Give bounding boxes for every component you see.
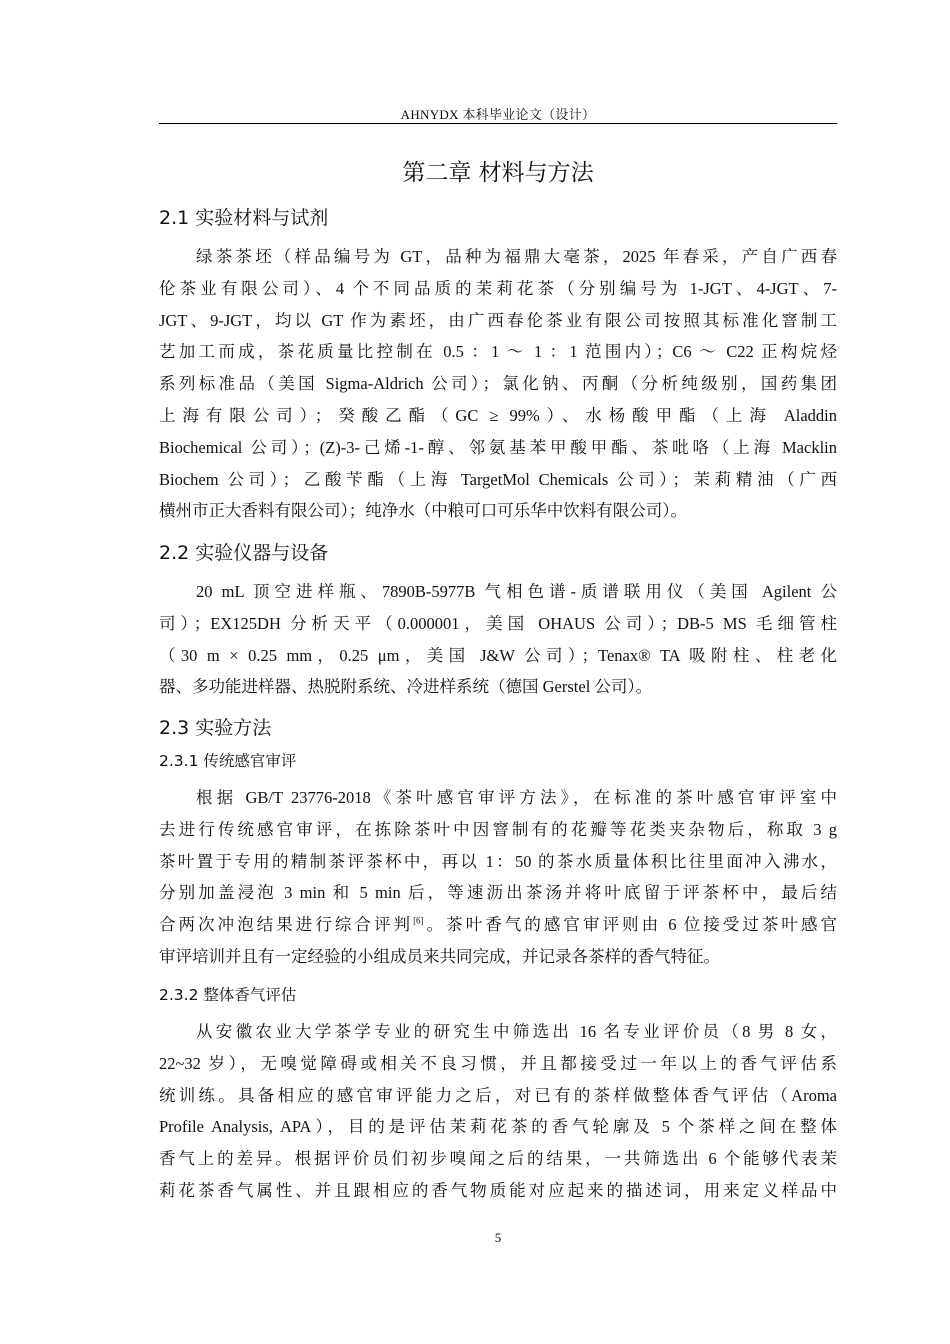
paragraph-line: 分别加盖浸泡 3 min 和 5 min 后，等速沥出茶汤并将叶底留于评茶杯中，最后结 <box>159 883 837 903</box>
paragraph-line: Profile Analysis, APA），目的是评估茉莉花茶的香气轮廓及 5 个茶样之间在整体 <box>159 1117 837 1137</box>
paragraph-line: 司）；EX125DH 分析天平（0.000001，美国 OHAUS 公司）；DB-5 MS 毛细管柱 <box>159 613 837 633</box>
paragraph-line: 横州市正大香料有限公司）；纯净水（中粮可口可乐华中饮料有限公司）。 <box>159 501 687 521</box>
subsection-heading-2-3-2: 2.3.2 整体香气评估 <box>159 986 297 1004</box>
paragraph-line: 20 mL 顶空进样瓶、7890B-5977B 气相色谱-质谱联用仪（美国 Agilent 公 <box>196 582 837 601</box>
paragraph-line: 绿茶茶坯（样品编号为 GT，品种为福鼎大毫茶，2025 年春采，产自广西春 <box>196 247 837 266</box>
chapter-title: 第二章 材料与方法 <box>402 160 594 186</box>
paragraph-instruments <box>159 576 837 703</box>
page-number: 5 <box>494 1230 502 1245</box>
paragraph-line: 去进行传统感官审评，在拣除茶叶中因窨制有的花瓣等花类夹杂物后，称取 3 g <box>159 819 837 839</box>
paragraph-line: 茶叶置于专用的精制茶评茶杯中，再以 1：50 的茶水质量体积比往里面冲入沸水， <box>159 851 837 871</box>
section-heading-2-1: 2.1 实验材料与试剂 <box>159 207 329 229</box>
paragraph-line: 上海有限公司）；癸酸乙酯（GC ≥ 99%）、水杨酸甲酯（上海 Aladdin <box>159 405 837 425</box>
paragraph-aroma-profile <box>159 1016 837 1207</box>
paragraph-line: JGT、9-JGT，均以 GT 作为素坯，由广西春伦茶业有限公司按照其标准化窨制工 <box>159 310 837 330</box>
line-text: 。茶叶香气的感官审评则由 6 位接受过茶叶感官 <box>423 915 838 935</box>
subsection-heading-2-3-1: 2.3.1 传统感官审评 <box>159 752 297 770</box>
paragraph-line: Biochem 公司）；乙酸苄酯（上海 TargetMol Chemicals 公司）；茉莉精油（广西 <box>159 469 837 489</box>
line-text: 合两次冲泡结果进行综合评判 <box>159 915 414 935</box>
paragraph-line-with-citation <box>159 909 837 941</box>
paragraph-line: 根据 GB/T 23776-2018《茶叶感官审评方法》，在标准的茶叶感官审评室中 <box>196 788 837 807</box>
paragraph-line: 香气上的差异。根据评价员们初步嗅闻之后的结果，一共筛选出 6 个能够代表茉 <box>159 1149 837 1169</box>
header-rule <box>159 123 837 124</box>
paragraph-line: 22~32 岁），无嗅觉障碍或相关不良习惯，并且都接受过一年以上的香气评估系 <box>159 1053 837 1073</box>
paragraph-line: （30 m × 0.25 mm，0.25 μm，美国 J&W 公司）；Tenax® TA 吸附柱、柱老化 <box>159 645 837 665</box>
section-heading-2-2: 2.2 实验仪器与设备 <box>159 542 329 564</box>
paragraph-line: 系列标准品（美国 Sigma-Aldrich 公司）；氯化钠、丙酮（分析纯级别，国药集团 <box>159 374 837 394</box>
paragraph-line: 器、多功能进样器、热脱附系统、冷进样系统（德国 Gerstel 公司）。 <box>159 677 653 697</box>
paragraph-line: 从安徽农业大学茶学专业的研究生中筛选出 16 名专业评价员（8 男 8 女， <box>196 1022 837 1041</box>
paragraph-line: 统训练。具备相应的感官审评能力之后，对已有的茶样做整体香气评估（Aroma <box>159 1085 837 1105</box>
paragraph-line: 莉花茶香气属性、并且跟相应的香气物质能对应起来的描述词，用来定义样品中 <box>159 1180 837 1200</box>
citation-marker: [6] <box>413 915 424 926</box>
paragraph-sensory-evaluation <box>159 782 837 973</box>
paragraph-line: 审评培训并且有一定经验的小组成员来共同完成，并记录各茶样的香气特征。 <box>159 946 720 966</box>
paragraph-materials <box>159 241 837 527</box>
paragraph-line: 艺加工而成，茶花质量比控制在 0.5 ：1 ～ 1 ：1 范围内）；C6 ～ C22 正构烷烃 <box>159 342 837 362</box>
running-header: AHNYDX 本科毕业论文（设计） <box>400 107 596 122</box>
paragraph-line: 伦茶业有限公司）、4 个不同品质的茉莉花茶（分别编号为 1-JGT、4-JGT、7- <box>159 278 837 298</box>
paragraph-line: Biochemical 公司）；(Z)-3-己烯-1-醇、邻氨基苯甲酸甲酯、茶吡咯（上海 Macklin <box>159 437 837 457</box>
section-heading-2-3: 2.3 实验方法 <box>159 717 272 739</box>
